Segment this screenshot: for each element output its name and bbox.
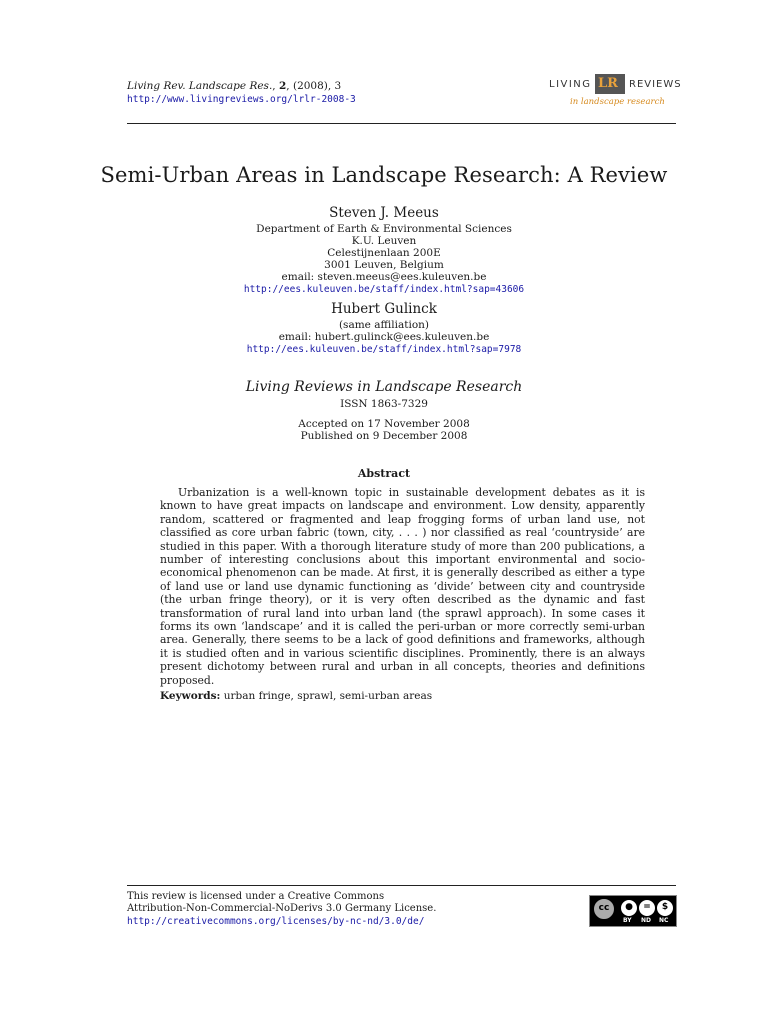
logo-word-reviews: REVIEWS bbox=[629, 79, 682, 90]
citation-rest: , (2008), 3 bbox=[286, 80, 342, 92]
header-rule bbox=[127, 123, 676, 124]
affiliation-line: (same affiliation) bbox=[338, 319, 430, 331]
creative-commons-badge[interactable] bbox=[589, 895, 677, 927]
logo-word-living: LIVING bbox=[549, 79, 592, 90]
license-url-link[interactable]: http://creativecommons.org/licenses/by-nc-nd/3.0/de/ bbox=[127, 915, 425, 927]
cc-icon: cc bbox=[593, 898, 615, 920]
author-name: Hubert Gulinck bbox=[331, 301, 437, 317]
no-derivatives-icon: = bbox=[638, 899, 656, 917]
journal-issn: ISSN 1863-7329 bbox=[340, 398, 428, 410]
article-url-link[interactable]: http://www.livingreviews.org/lrlr-2008-3 bbox=[127, 94, 356, 105]
attribution-icon: ● bbox=[620, 899, 638, 917]
cc-label-by: BY bbox=[623, 917, 632, 924]
citation-header bbox=[127, 80, 356, 106]
logo-lr-box bbox=[595, 74, 625, 94]
keywords bbox=[160, 690, 432, 702]
author-email: email: hubert.gulinck@ees.kuleuven.be bbox=[278, 331, 490, 343]
non-commercial-icon: $ bbox=[656, 899, 674, 917]
cc-label-nd: ND bbox=[641, 917, 652, 924]
logo-tagline: in landscape research bbox=[570, 97, 665, 107]
license-notice bbox=[127, 891, 436, 928]
footer-rule bbox=[127, 885, 676, 886]
paper-title: Semi-Urban Areas in Landscape Research: A Review bbox=[100, 163, 668, 187]
author-name: Steven J. Meeus bbox=[329, 205, 439, 221]
affiliation-line: Department of Earth & Environmental Sciences bbox=[256, 223, 512, 235]
logo-letters: LR bbox=[598, 76, 618, 91]
abstract-text: Urbanization is a well-known topic in sustainable development debates as it is known to have great impacts on landscape and environment. Low density, apparently random, scattered or fragmented and leap frogging forms of urban land use, not classified as core urban fabric (town, city, . . . ) nor classified as real ‘countryside’ are studied in this paper. With a thorough literature study of more than 200 publications, a number of interesting conclusions about this important environmental and socio-economical phenomenon can be made. At first, it is generally described as either a type of land use or land use dynamic functioning as ‘divide’ between city and countryside (the urban fringe theory), or it is very often described as the dynamic and fast transformation of rural land into urban land (the sprawl approach). In some cases it forms its own ‘landscape’ and it is called the peri-urban or more correctly semi-urban area. Generally, there seems to be a lack of good definitions and frameworks, although it is studied often and in various scientific disciplines. Prominently, there is an always present dichotomy between rural and urban in all concepts, theories and definitions proposed. bbox=[160, 486, 645, 687]
citation-line: Living Rev. Landscape Res., 2, (2008), 3 bbox=[127, 80, 342, 92]
author-staff-link[interactable]: http://ees.kuleuven.be/staff/index.html?sap=7978 bbox=[246, 344, 522, 355]
cc-label-nc: NC bbox=[659, 917, 669, 924]
living-reviews-logo[interactable] bbox=[549, 74, 682, 110]
affiliation-line: Celestijnenlaan 200E bbox=[327, 247, 441, 259]
affiliation-line: 3001 Leuven, Belgium bbox=[324, 259, 444, 271]
author-email: email: steven.meeus@ees.kuleuven.be bbox=[281, 271, 487, 283]
accepted-date: Accepted on 17 November 2008 bbox=[298, 418, 470, 430]
keywords-label: Keywords: bbox=[160, 690, 221, 702]
citation-volume: 2 bbox=[278, 80, 287, 92]
author-affiliation bbox=[0, 319, 768, 356]
author-affiliation bbox=[0, 223, 768, 296]
abstract-heading: Abstract bbox=[357, 467, 411, 480]
keywords-value: urban fringe, sprawl, semi-urban areas bbox=[223, 690, 433, 702]
citation-journal: Living Rev. Landscape Res. bbox=[127, 80, 273, 92]
affiliation-line: K.U. Leuven bbox=[351, 235, 417, 247]
author-staff-link[interactable]: http://ees.kuleuven.be/staff/index.html?sap=43606 bbox=[243, 284, 525, 295]
license-line: This review is licensed under a Creative Commons bbox=[127, 891, 385, 902]
published-date: Published on 9 December 2008 bbox=[300, 430, 468, 442]
journal-name: Living Reviews in Landscape Research bbox=[245, 379, 523, 395]
license-line: Attribution-Non-Commercial-NoDerivs 3.0 Germany License. bbox=[127, 903, 437, 915]
